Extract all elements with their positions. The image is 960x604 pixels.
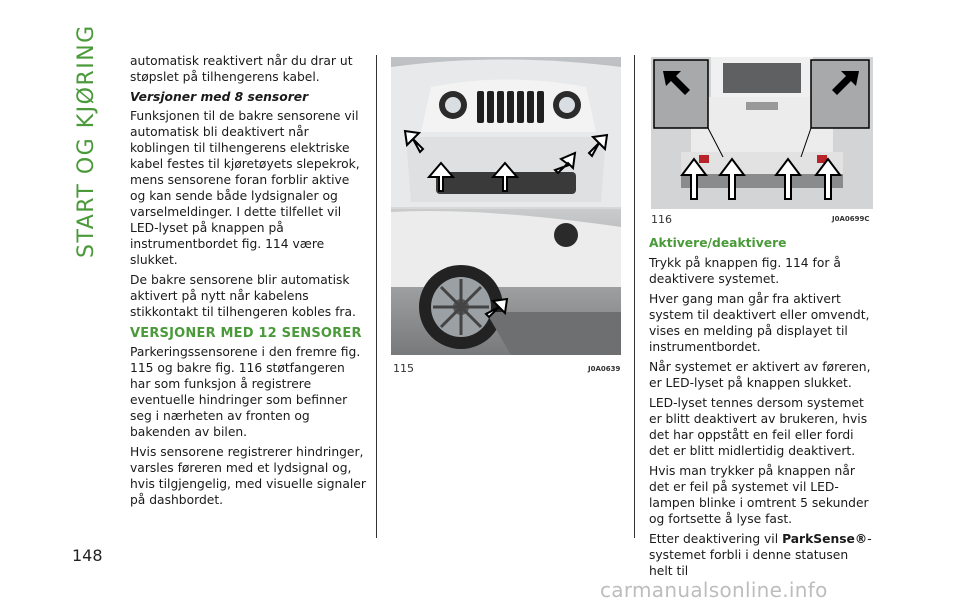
paragraph: Parkeringssensorene i den fremre fig. 115 og bakre fig. 116 støtfangeren har som funksjon å registrere eventuelle hindringer som befinner seg i nærheten av fronten og bakenden av bilen. xyxy=(130,345,361,439)
front-bumper-illustration xyxy=(391,57,621,355)
paragraph: De bakre sensorene blir automatisk aktivert på nytt når kabelens stikkontakt til tilhengeren kobles fra. xyxy=(130,273,356,319)
figure-116-image xyxy=(651,57,873,209)
parksense-term: ParkSense® xyxy=(782,532,868,546)
figure-116-code: J0A0699C xyxy=(832,215,870,223)
subheading: Versjoner med 8 sensorer xyxy=(130,90,309,104)
rear-bumper-illustration xyxy=(651,57,873,209)
figure-115-number: 115 xyxy=(393,362,414,375)
page-number: 148 xyxy=(72,546,103,565)
paragraph: Funksjonen til de bakre sensorene vil automatisk bli deaktivert når koblingen til tilhengerens elektriske kabel festes til kjøretøyets slepekrok, mens sensorene foran forblir aktive og kan sende både lydsignaler og varselmeldinger. I dette tilfellet vil LED-lyset på knappen på instrumentbordet fig. 114 være slukket. xyxy=(130,109,360,267)
figure-116-number: 116 xyxy=(651,213,672,226)
paragraph: Hver gang man går fra aktivert system til deaktivert eller omvendt, vises en melding på displayet til instrumentbordet. xyxy=(649,292,870,354)
figure-115-code: J0A0639 xyxy=(588,365,621,373)
text: Etter deaktivering vil xyxy=(649,532,783,546)
paragraph: LED-lyset tennes dersom systemet er blitt deaktivert av brukeren, hvis det har oppstått en feil eller fordi det er blitt midlertidig deaktivert. xyxy=(649,396,868,458)
text-column-right xyxy=(649,235,875,583)
text: -systemet forbli i denne statusen helt til xyxy=(649,532,872,578)
section-heading: VERSJONER MED 12 SENSORER xyxy=(130,326,362,341)
figure-115-image xyxy=(391,57,621,355)
watermark: carmanualsonline.info xyxy=(600,578,828,602)
column-divider xyxy=(634,55,635,538)
subheading-activate: Aktivere/deaktivere xyxy=(649,236,787,250)
paragraph: automatisk reaktivert når du drar ut støpslet på tilhengerens kabel. xyxy=(130,54,353,84)
section-title: START OG KJØRING xyxy=(74,24,99,258)
column-divider xyxy=(376,55,377,538)
paragraph: Hvis man trykker på knappen når det er feil på systemet vil LED-lampen blinke i omtrent 5 sekunder og fortsette å lyse fast. xyxy=(649,464,869,526)
paragraph xyxy=(649,531,875,579)
paragraph: Trykk på knappen fig. 114 for å deaktivere systemet. xyxy=(649,256,841,286)
paragraph: Når systemet er aktivert av føreren, er LED-lyset på knappen slukket. xyxy=(649,360,871,390)
paragraph: Hvis sensorene registrerer hindringer, varsles føreren med et lydsignal og, hvis tilgjengelig, med visuelle signaler på dashbordet. xyxy=(130,445,366,507)
text-column-left xyxy=(130,53,366,512)
